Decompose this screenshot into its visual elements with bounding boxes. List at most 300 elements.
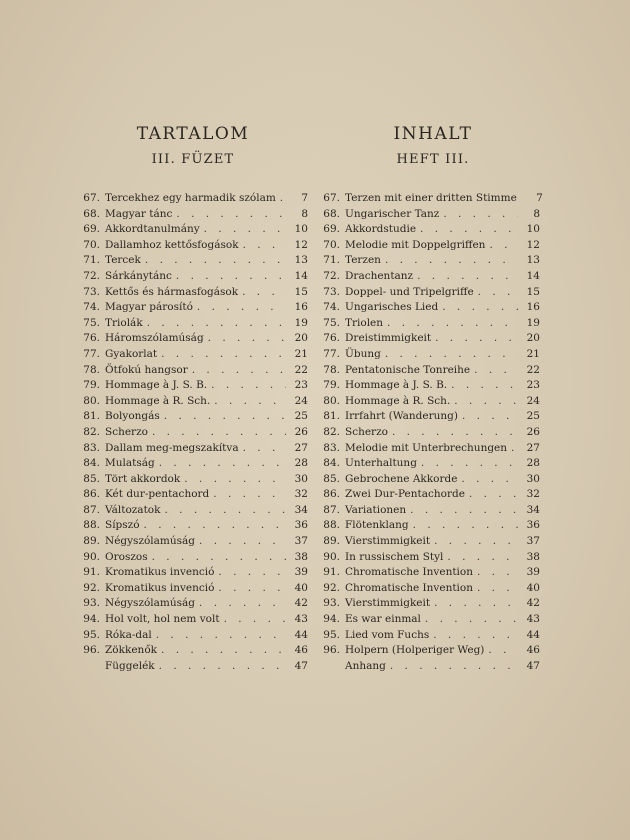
- contents-entry: [78, 612, 308, 628]
- contents-entry: [318, 238, 540, 254]
- entry-page-number: 36: [294, 519, 308, 532]
- entry-page-number: 38: [526, 550, 540, 563]
- entry-title: Scherzo: [345, 425, 388, 438]
- entry-title: Melodie mit Doppelgriffen: [345, 238, 486, 251]
- entry-number: 83.: [83, 441, 100, 454]
- entry-page-number: 37: [526, 535, 540, 548]
- dot-leader: [164, 503, 286, 519]
- entry-page-number: 16: [526, 301, 540, 314]
- entry-title: Függelék: [105, 659, 155, 672]
- entry-title: Hommage à R. Sch.: [345, 394, 451, 407]
- entry-page-number: 14: [294, 269, 308, 282]
- dot-leader: [211, 378, 286, 394]
- entry-title: Gyakorlat: [105, 347, 158, 360]
- entry-title: Irrfahrt (Wanderung): [345, 410, 458, 423]
- entry-page-number: 32: [294, 488, 308, 501]
- entry-title: Scherzo: [105, 425, 148, 438]
- dot-leader: [443, 207, 518, 223]
- entry-number: 70.: [323, 238, 340, 251]
- entry-page-number: 39: [526, 566, 540, 579]
- dot-leader: [192, 363, 286, 379]
- contents-entry: [78, 472, 308, 488]
- entry-number: 71.: [83, 254, 100, 267]
- entry-page-number: 7: [301, 192, 308, 204]
- entry-title: Dreistimmigkeit: [345, 332, 432, 345]
- contents-entry: [318, 643, 540, 659]
- entry-title: Übung: [345, 347, 381, 360]
- entry-page-number: 38: [294, 550, 308, 563]
- dot-leader: [410, 503, 518, 519]
- entry-title: Oroszos: [105, 550, 148, 563]
- entry-title: Bolyongás: [105, 410, 160, 423]
- entry-title: Zwei Dur-Pentachorde: [345, 488, 465, 501]
- dot-leader: [488, 643, 518, 659]
- contents-entry: [318, 534, 540, 550]
- dot-leader: [152, 550, 286, 566]
- dot-leader: [161, 347, 286, 363]
- dot-leader: [176, 269, 286, 285]
- entry-number: 75.: [83, 316, 100, 329]
- dot-leader: [213, 487, 286, 503]
- contents-entry: [318, 363, 540, 379]
- entry-number: 76.: [323, 332, 340, 345]
- entry-page-number: 26: [526, 425, 540, 438]
- entry-page-number: 43: [294, 613, 308, 626]
- entry-number: 92.: [323, 581, 340, 594]
- dot-leader: [462, 409, 518, 425]
- entry-number: 77.: [323, 347, 340, 360]
- entry-title: Magyar párosító: [105, 301, 193, 314]
- entry-title: Holpern (Holperiger Weg): [345, 644, 485, 657]
- contents-entry: [318, 316, 540, 332]
- contents-entry: [78, 191, 308, 207]
- german-subtitle: HEFT III.: [396, 152, 470, 167]
- entry-page-number: 47: [526, 659, 540, 672]
- dot-leader: [434, 534, 518, 550]
- entry-title: Kromatikus invenció: [105, 566, 215, 579]
- entry-number: 88.: [323, 519, 340, 532]
- entry-page-number: 13: [526, 254, 540, 267]
- dot-leader: [184, 472, 286, 488]
- entry-title: Négyszólamúság: [105, 535, 196, 548]
- entry-page-number: 46: [294, 644, 308, 657]
- entry-title: Hommage à J. S. B.: [105, 379, 208, 392]
- contents-entry: [78, 269, 308, 285]
- contents-entry: [78, 659, 308, 675]
- dot-leader: [469, 487, 518, 503]
- entry-page-number: 42: [526, 597, 540, 610]
- entry-page-number: 44: [526, 628, 540, 641]
- contents-entry: [78, 300, 308, 316]
- entry-title: Vierstimmigkeit: [345, 535, 431, 548]
- contents-entry: [318, 503, 540, 519]
- entry-title: Vierstimmigkeit: [345, 597, 431, 610]
- contents-entry: [78, 316, 308, 332]
- entry-page-number: 8: [533, 207, 540, 220]
- entry-title: Flötenklang: [345, 519, 409, 532]
- entry-number: 94.: [83, 613, 100, 626]
- contents-entry: [318, 628, 540, 644]
- contents-entry: [78, 409, 308, 425]
- dot-leader: [442, 300, 518, 316]
- dot-leader: [164, 409, 286, 425]
- entry-page-number: 13: [294, 254, 308, 267]
- entry-number: 90.: [83, 550, 100, 563]
- contents-entry: [78, 503, 308, 519]
- entry-number: 69.: [83, 223, 100, 236]
- entry-title: Változatok: [105, 503, 161, 516]
- contents-entry: [78, 565, 308, 581]
- contents-entry: [318, 207, 540, 223]
- dot-leader: [417, 269, 518, 285]
- dot-leader: [176, 207, 286, 223]
- dot-leader: [199, 596, 286, 612]
- dot-leader: [385, 253, 518, 269]
- entry-page-number: 27: [294, 441, 308, 454]
- entry-page-number: 32: [526, 488, 540, 501]
- dot-leader: [144, 518, 286, 534]
- dot-leader: [474, 363, 518, 379]
- contents-entry: [318, 409, 540, 425]
- dot-leader: [159, 659, 286, 675]
- entry-page-number: 43: [526, 613, 540, 626]
- entry-page-number: 21: [526, 347, 540, 360]
- entry-number: 74.: [323, 301, 340, 314]
- entry-page-number: 7: [536, 192, 543, 204]
- dot-leader: [243, 441, 286, 457]
- dot-leader: [421, 456, 518, 472]
- dot-leader: [451, 378, 518, 394]
- entry-title: Róka-dal: [105, 628, 152, 641]
- entry-number: 68.: [83, 207, 100, 220]
- entry-number: 92.: [83, 581, 100, 594]
- entry-number: 95.: [323, 628, 340, 641]
- dot-leader: [218, 581, 286, 597]
- contents-entry: [318, 191, 543, 207]
- entry-title: Pentatonische Tonreihe: [345, 363, 471, 376]
- hungarian-contents-list: [78, 191, 308, 674]
- entry-title: Kettős és hármasfogások: [105, 285, 239, 298]
- dot-leader: [392, 425, 518, 441]
- contents-entry: [78, 487, 308, 503]
- contents-entry: [318, 253, 540, 269]
- entry-number: 84.: [323, 457, 340, 470]
- entry-page-number: 23: [526, 379, 540, 392]
- entry-number: 71.: [323, 254, 340, 267]
- entry-title: Két dur-pentachord: [105, 488, 210, 501]
- entry-number: 96.: [323, 644, 340, 657]
- contents-entry: [78, 456, 308, 472]
- entry-number: 79.: [323, 379, 340, 392]
- dot-leader: [147, 316, 286, 332]
- entry-title: Melodie mit Unterbrechungen: [345, 441, 508, 454]
- entry-title: Zökkenők: [105, 644, 158, 657]
- dot-leader: [208, 331, 286, 347]
- entry-title: Chromatische Invention: [345, 566, 473, 579]
- contents-entry: [78, 394, 308, 410]
- contents-entry: [78, 596, 308, 612]
- entry-number: 67.: [323, 192, 340, 204]
- german-contents-list: [318, 191, 543, 674]
- entry-title: Tercekhez egy harmadik szólam: [105, 192, 276, 204]
- dot-leader: [197, 300, 286, 316]
- dot-leader: [199, 534, 286, 550]
- entry-page-number: 26: [294, 425, 308, 438]
- contents-entry: [318, 394, 540, 410]
- contents-entry: [78, 238, 308, 254]
- entry-number: 67.: [83, 192, 100, 204]
- dot-leader: [156, 628, 286, 644]
- contents-entry: [78, 518, 308, 534]
- entry-number: 81.: [323, 410, 340, 423]
- dot-leader: [454, 394, 518, 410]
- contents-entry: [318, 441, 540, 457]
- entry-number: 88.: [83, 519, 100, 532]
- contents-entry: [318, 487, 540, 503]
- entry-number: 82.: [323, 425, 340, 438]
- dot-leader: [242, 285, 286, 301]
- dot-leader: [152, 425, 286, 441]
- entry-number: 82.: [83, 425, 100, 438]
- entry-title: Mulatság: [105, 457, 155, 470]
- entry-number: 73.: [83, 285, 100, 298]
- entry-page-number: 27: [526, 441, 540, 454]
- entry-number: 68.: [323, 207, 340, 220]
- entry-number: 78.: [323, 363, 340, 376]
- entry-number: 75.: [323, 316, 340, 329]
- dot-leader: [478, 285, 518, 301]
- contents-entry: [78, 347, 308, 363]
- contents-entry: [318, 550, 540, 566]
- contents-entry: [318, 472, 540, 488]
- contents-entry: [318, 581, 540, 597]
- german-title: INHALT: [393, 124, 473, 144]
- entry-page-number: 47: [294, 659, 308, 672]
- entry-number: 87.: [83, 503, 100, 516]
- entry-page-number: 25: [294, 410, 308, 423]
- dot-leader: [461, 472, 518, 488]
- entry-number: 79.: [83, 379, 100, 392]
- contents-entry: [318, 456, 540, 472]
- dot-leader: [511, 441, 518, 457]
- hungarian-title: TARTALOM: [136, 124, 250, 144]
- dot-leader: [161, 643, 286, 659]
- entry-number: 77.: [83, 347, 100, 360]
- entry-number: 74.: [83, 301, 100, 314]
- entry-title: Hol volt, hol nem volt: [105, 613, 220, 626]
- entry-page-number: 40: [526, 581, 540, 594]
- entry-number: 89.: [83, 535, 100, 548]
- entry-page-number: 10: [526, 223, 540, 236]
- entry-number: 89.: [323, 535, 340, 548]
- entry-page-number: 10: [294, 223, 308, 236]
- dot-leader: [224, 612, 286, 628]
- entry-page-number: 19: [526, 316, 540, 329]
- contents-entry: [318, 565, 540, 581]
- entry-page-number: 25: [526, 410, 540, 423]
- entry-number: 70.: [83, 238, 100, 251]
- entry-page-number: 16: [294, 301, 308, 314]
- entry-title: Tört akkordok: [105, 472, 181, 485]
- entry-number: 83.: [323, 441, 340, 454]
- entry-title: Triolák: [105, 316, 143, 329]
- entry-page-number: 39: [294, 566, 308, 579]
- entry-page-number: 15: [526, 285, 540, 298]
- entry-page-number: 28: [526, 457, 540, 470]
- entry-title: Akkordtanulmány: [105, 223, 200, 236]
- entry-title: Ötfokú hangsor: [105, 363, 188, 376]
- entry-title: Es war einmal: [345, 613, 421, 626]
- contents-entry: [78, 378, 308, 394]
- contents-entry: [318, 285, 540, 301]
- entry-page-number: 36: [526, 519, 540, 532]
- entry-title: Anhang: [345, 659, 386, 672]
- entry-number: 78.: [83, 363, 100, 376]
- contents-entry: [318, 347, 540, 363]
- dot-leader: [280, 191, 286, 207]
- contents-entry: [318, 596, 540, 612]
- entry-page-number: 12: [294, 238, 308, 251]
- entry-title: Triolen: [345, 316, 384, 329]
- entry-number: 72.: [83, 269, 100, 282]
- contents-entry: [318, 659, 540, 675]
- dot-leader: [420, 222, 518, 238]
- entry-page-number: 34: [526, 503, 540, 516]
- entry-page-number: 44: [294, 628, 308, 641]
- entry-number: 85.: [83, 472, 100, 485]
- entry-number: 86.: [323, 488, 340, 501]
- contents-entry: [78, 253, 308, 269]
- entry-number: 73.: [323, 285, 340, 298]
- entry-title: Terzen: [345, 254, 381, 267]
- dot-leader: [477, 565, 518, 581]
- entry-title: Dallam meg-megszakítva: [105, 441, 239, 454]
- entry-page-number: 20: [526, 332, 540, 345]
- dot-leader: [218, 565, 286, 581]
- entry-page-number: 37: [294, 535, 308, 548]
- entry-page-number: 28: [294, 457, 308, 470]
- contents-entry: [318, 222, 540, 238]
- entry-title: Ungarischer Tanz: [345, 207, 440, 220]
- entry-title: Terzen mit einer dritten Stimme: [345, 192, 517, 204]
- entry-page-number: 22: [526, 363, 540, 376]
- entry-title: Hommage à R. Sch.: [105, 394, 211, 407]
- contents-entry: [78, 425, 308, 441]
- contents-entry: [78, 441, 308, 457]
- dot-leader: [159, 456, 286, 472]
- hungarian-subtitle: III. FÜZET: [151, 152, 235, 167]
- contents-entry: [318, 331, 540, 347]
- contents-entry: [78, 628, 308, 644]
- entry-title: Doppel- und Tripelgriffe: [345, 285, 474, 298]
- contents-entry: [318, 378, 540, 394]
- entry-page-number: 22: [294, 363, 308, 376]
- entry-number: 81.: [83, 410, 100, 423]
- entry-number: 93.: [323, 597, 340, 610]
- contents-entry: [318, 269, 540, 285]
- entry-number: 86.: [83, 488, 100, 501]
- entry-page-number: 12: [526, 238, 540, 251]
- entry-title: Négyszólamúság: [105, 597, 196, 610]
- entry-title: Drachentanz: [345, 269, 414, 282]
- entry-page-number: 30: [294, 472, 308, 485]
- entry-number: 72.: [323, 269, 340, 282]
- entry-title: Unterhaltung: [345, 457, 417, 470]
- entry-title: In russischem Styl: [345, 550, 444, 563]
- contents-entry: [78, 207, 308, 223]
- entry-page-number: 15: [294, 285, 308, 298]
- dot-leader: [390, 659, 518, 675]
- contents-entry: [78, 581, 308, 597]
- contents-entry: [318, 612, 540, 628]
- contents-entry: [78, 222, 308, 238]
- entry-number: 94.: [323, 613, 340, 626]
- entry-title: Sípszó: [105, 519, 140, 532]
- entry-page-number: 40: [294, 581, 308, 594]
- entry-page-number: 14: [526, 269, 540, 282]
- contents-entry: [78, 643, 308, 659]
- entry-page-number: 42: [294, 597, 308, 610]
- entry-page-number: 24: [294, 394, 308, 407]
- entry-page-number: 8: [301, 207, 308, 220]
- entry-number: 80.: [83, 394, 100, 407]
- entry-number: 96.: [83, 644, 100, 657]
- entry-number: 76.: [83, 332, 100, 345]
- entry-number: 91.: [323, 566, 340, 579]
- entry-page-number: 19: [294, 316, 308, 329]
- dot-leader: [433, 628, 518, 644]
- dot-leader: [413, 518, 518, 534]
- entry-page-number: 30: [526, 472, 540, 485]
- entry-title: Magyar tánc: [105, 207, 173, 220]
- entry-number: 91.: [83, 566, 100, 579]
- entry-page-number: 21: [294, 347, 308, 360]
- contents-entry: [78, 534, 308, 550]
- entry-number: 80.: [323, 394, 340, 407]
- entry-title: Akkordstudie: [345, 223, 417, 236]
- entry-page-number: 23: [294, 379, 308, 392]
- entry-title: Sárkánytánc: [105, 269, 172, 282]
- entry-title: Gebrochene Akkorde: [345, 472, 458, 485]
- contents-entry: [318, 518, 540, 534]
- contents-entry: [78, 331, 308, 347]
- entry-title: Ungarisches Lied: [345, 301, 439, 314]
- entry-number: 93.: [83, 597, 100, 610]
- dot-leader: [243, 238, 286, 254]
- entry-number: 84.: [83, 457, 100, 470]
- entry-title: Chromatische Invention: [345, 581, 473, 594]
- entry-title: Lied vom Fuchs: [345, 628, 430, 641]
- dot-leader: [489, 238, 518, 254]
- contents-entry: [78, 550, 308, 566]
- contents-entry: [78, 363, 308, 379]
- dot-leader: [434, 596, 518, 612]
- dot-leader: [214, 394, 286, 410]
- entry-title: Variationen: [345, 503, 407, 516]
- dot-leader: [477, 581, 518, 597]
- entry-title: Tercek: [105, 254, 141, 267]
- entry-page-number: 34: [294, 503, 308, 516]
- dot-leader: [145, 253, 286, 269]
- dot-leader: [447, 550, 518, 566]
- entry-title: Háromszólamúság: [105, 332, 204, 345]
- entry-page-number: 46: [526, 644, 540, 657]
- entry-page-number: 20: [294, 332, 308, 345]
- entry-number: 95.: [83, 628, 100, 641]
- dot-leader: [204, 222, 286, 238]
- entry-page-number: 24: [526, 394, 540, 407]
- contents-entry: [318, 425, 540, 441]
